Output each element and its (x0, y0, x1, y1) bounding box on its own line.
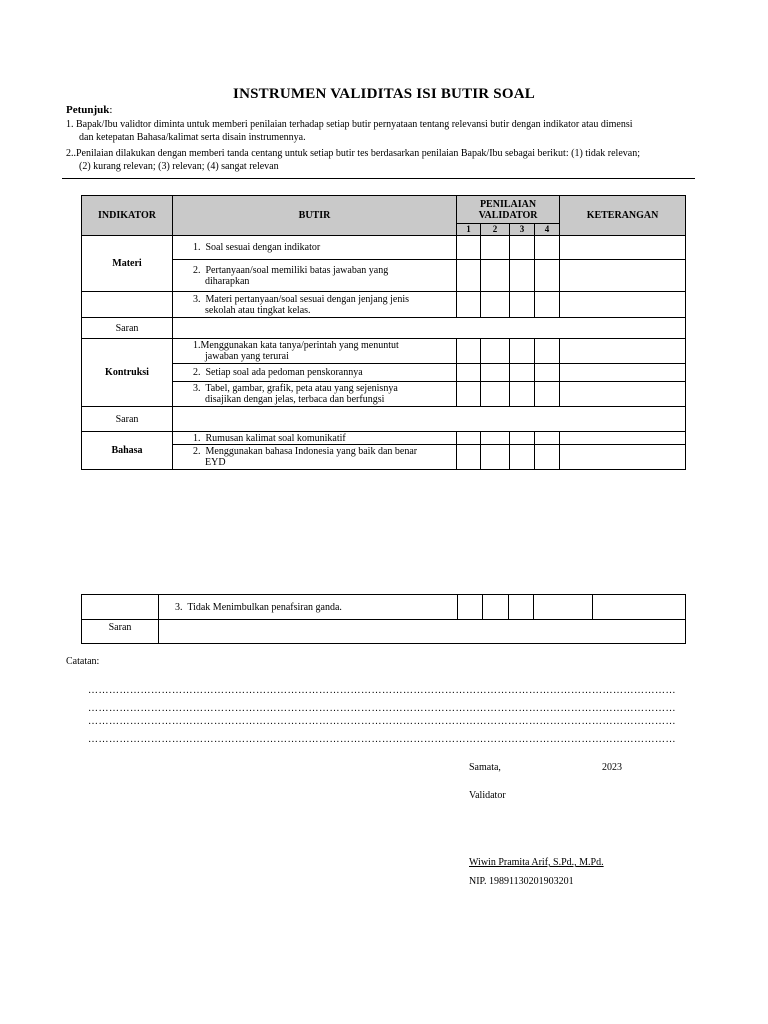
score-cell[interactable] (457, 236, 481, 260)
indicator-bahasa: Bahasa (82, 432, 173, 470)
item-text-continued: disajikan dengan jelas, terbaca dan berfungsi (205, 394, 385, 405)
score-cell[interactable] (481, 382, 510, 407)
item-text: Soal sesuai dengan indikator (205, 242, 321, 253)
keterangan-cell[interactable] (560, 260, 686, 292)
score-cell[interactable] (457, 292, 481, 318)
saran-row (82, 407, 686, 432)
header-butir: BUTIR (173, 196, 457, 236)
catatan-label: Catatan: (66, 656, 100, 667)
table-header-row (82, 196, 686, 224)
score-cell[interactable] (457, 339, 481, 364)
score-cell[interactable] (458, 595, 483, 620)
table-row (82, 236, 686, 260)
instruction-1-line-2: dan ketepatan Bahasa/kalimat serta disain instrumennya. (79, 132, 306, 143)
score-cell[interactable] (483, 595, 509, 620)
item-text-continued: sekolah atau tingkat kelas. (205, 304, 311, 316)
petunjuk-label: Petunjuk (66, 104, 110, 116)
item-number: 3. (193, 383, 201, 394)
table-row (82, 595, 686, 620)
butir-kontruksi-1 (173, 339, 457, 364)
table-row (82, 364, 686, 382)
score-cell[interactable] (509, 595, 534, 620)
item-text: Materi pertanyaan/soal sesuai dengan jenjang jenis (205, 293, 410, 305)
catatan-line-3[interactable]: …………………………………………………………………………………………………………………………………………………… (88, 716, 676, 727)
header-indikator: INDIKATOR (82, 196, 173, 236)
item-text-continued: diharapkan (205, 275, 250, 287)
indicator-materi: Materi (82, 236, 173, 292)
score-header-2: 2 (481, 224, 510, 236)
item-number: 2. (193, 446, 201, 457)
score-cell[interactable] (481, 432, 510, 445)
keterangan-cell[interactable] (560, 339, 686, 364)
instruction-2-line-2: (2) kurang relevan; (3) relevan; (4) sangat relevan (79, 161, 279, 172)
score-cell[interactable] (457, 364, 481, 382)
item-text-continued: EYD (205, 457, 226, 468)
header-penilaian-line-1: PENILAIAN (479, 198, 537, 210)
item-text: Pertanyaan/soal memiliki batas jawaban yang (205, 264, 389, 276)
butir-bahasa-1 (173, 432, 457, 445)
score-header-1: 1 (457, 224, 481, 236)
indicator-empty-cell (82, 595, 159, 620)
table-row (82, 445, 686, 470)
saran-bahasa-field[interactable] (159, 620, 686, 644)
saran-label: Saran (82, 620, 159, 644)
score-cell[interactable] (535, 445, 560, 470)
validation-table-continued (81, 594, 686, 644)
item-text: Menggunakan kata tanya/perintah yang menuntut (200, 340, 399, 351)
item-text: Rumusan kalimat soal komunikatif (205, 432, 346, 444)
catatan-line-2[interactable]: …………………………………………………………………………………………………………………………………………………… (88, 703, 676, 714)
signature-role: Validator (469, 790, 506, 801)
catatan-line-1[interactable]: …………………………………………………………………………………………………………………………………………………… (88, 685, 676, 696)
score-cell[interactable] (457, 445, 481, 470)
score-cell[interactable] (510, 445, 535, 470)
butir-materi-3 (173, 292, 457, 318)
score-cell[interactable] (510, 432, 535, 445)
score-cell[interactable] (535, 364, 560, 382)
score-cell[interactable] (534, 595, 593, 620)
signature-year: 2023 (602, 762, 622, 773)
indicator-kontruksi: Kontruksi (82, 339, 173, 407)
keterangan-cell[interactable] (593, 595, 686, 620)
score-cell[interactable] (510, 260, 535, 292)
score-cell[interactable] (457, 382, 481, 407)
header-divider (62, 178, 695, 179)
butir-kontruksi-3 (173, 382, 457, 407)
item-text-continued: jawaban yang terurai (205, 351, 289, 362)
validator-nip: NIP. 19891130201903201 (469, 876, 574, 887)
score-cell[interactable] (535, 260, 560, 292)
keterangan-cell[interactable] (560, 382, 686, 407)
item-number: 1. (193, 340, 201, 351)
table-row (82, 432, 686, 445)
score-cell[interactable] (535, 292, 560, 318)
signature-place: Samata, (469, 762, 501, 773)
score-cell[interactable] (510, 292, 535, 318)
keterangan-cell[interactable] (560, 236, 686, 260)
item-number: 2. (193, 264, 201, 276)
saran-label: Saran (82, 318, 173, 339)
score-cell[interactable] (457, 432, 481, 445)
header-penilaian-validator (457, 196, 560, 224)
butir-materi-1 (173, 236, 457, 260)
score-cell[interactable] (510, 236, 535, 260)
butir-bahasa-2 (173, 445, 457, 470)
score-cell[interactable] (481, 445, 510, 470)
header-keterangan: KETERANGAN (560, 196, 686, 236)
item-number: 1. (193, 432, 201, 444)
validation-table (81, 195, 686, 470)
item-text: Setiap soal ada pedoman penskorannya (205, 367, 363, 378)
item-text: Menggunakan bahasa Indonesia yang baik dan benar (205, 446, 418, 457)
keterangan-cell[interactable] (560, 364, 686, 382)
catatan-line-4[interactable]: …………………………………………………………………………………………………………………………………………………… (88, 734, 676, 745)
score-cell[interactable] (510, 364, 535, 382)
instructions-heading: Petunjuk: (66, 104, 113, 116)
item-number: 1. (193, 242, 201, 253)
item-text: Tidak Menimbulkan penafsiran ganda. (187, 601, 342, 613)
score-cell[interactable] (481, 339, 510, 364)
score-cell[interactable] (481, 260, 510, 292)
score-cell[interactable] (535, 236, 560, 260)
score-cell[interactable] (510, 339, 535, 364)
score-cell[interactable] (510, 382, 535, 407)
score-cell[interactable] (481, 292, 510, 318)
butir-bahasa-3 (159, 595, 458, 620)
instruction-1 (66, 118, 706, 144)
score-cell[interactable] (481, 364, 510, 382)
score-cell[interactable] (481, 236, 510, 260)
instruction-2 (66, 147, 706, 173)
table-row (82, 382, 686, 407)
saran-kontruksi-field[interactable] (173, 407, 686, 432)
score-cell[interactable] (535, 432, 560, 445)
butir-materi-2 (173, 260, 457, 292)
item-number: 3. (175, 601, 183, 613)
saran-row (82, 318, 686, 339)
keterangan-cell[interactable] (560, 445, 686, 470)
indicator-empty-cell (82, 292, 173, 318)
item-number: 2. (193, 367, 201, 378)
keterangan-cell[interactable] (560, 432, 686, 445)
saran-materi-field[interactable] (173, 318, 686, 339)
saran-label: Saran (82, 407, 173, 432)
score-cell[interactable] (535, 382, 560, 407)
score-cell[interactable] (457, 260, 481, 292)
document-title: INSTRUMEN VALIDITAS ISI BUTIR SOAL (233, 86, 535, 102)
instruction-2-line-1: 2..Penilaian dilakukan dengan memberi tanda centang untuk setiap butir tes berdasarkan penilaian Bapak/Ibu sebagai berikut: (1) tidak relevan; (66, 148, 640, 159)
item-text: Tabel, gambar, grafik, peta atau yang sejenisnya (205, 383, 398, 394)
table-row (82, 260, 686, 292)
table-row (82, 292, 686, 318)
saran-row (82, 620, 686, 644)
header-penilaian-line-2: VALIDATOR (478, 209, 538, 221)
score-header-3: 3 (510, 224, 535, 236)
table-row (82, 339, 686, 364)
item-number: 3. (193, 293, 201, 305)
score-header-4: 4 (535, 224, 560, 236)
score-cell[interactable] (535, 339, 560, 364)
keterangan-cell[interactable] (560, 292, 686, 318)
instruction-1-line-1: 1. Bapak/Ibu validtor diminta untuk memberi penilaian terhadap setiap butir pernyataan tentang relevansi butir dengan indikator atau dimensi (66, 119, 633, 130)
butir-kontruksi-2 (173, 364, 457, 382)
validator-name: Wiwin Pramita Arif, S.Pd., M.Pd. (469, 857, 604, 868)
